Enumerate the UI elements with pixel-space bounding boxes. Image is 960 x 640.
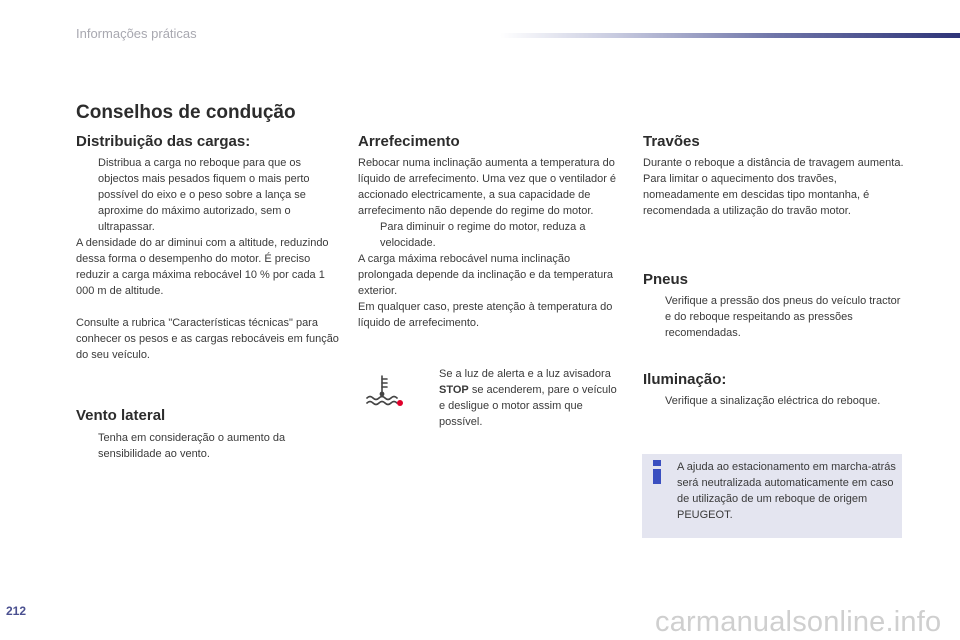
page-title: Conselhos de condução [76, 102, 296, 123]
header-gradient-bar [500, 33, 960, 38]
paragraph: Rebocar numa inclinação aumenta a temperatura do líquido de arrefecimento. Uma vez que o ventilador é accionado electricamente, a sua capacidade de arrefecimento não depende do regime do motor. [358, 157, 617, 217]
paragraph: Consulte a rubrica "Características técnicas" para conhecer os pesos e as cargas rebocáveis em função do seu veículo. [76, 317, 339, 361]
bullet-item [358, 219, 620, 251]
section-title-distribuicao: Distribuição das cargas: [76, 133, 251, 150]
section-distribuicao [76, 155, 340, 363]
warning-note [417, 366, 623, 430]
watermark: carmanualsonline.info [655, 606, 942, 638]
bullet-text: Distribua a carga no reboque para que os objectos mais pesados fiquem o mais perto possível do eixo e o peso sobre a lança se aproxime do máximo autorizado, sem o ultrapassar. [98, 157, 310, 233]
bullet-item [76, 430, 316, 462]
section-travoes [643, 155, 905, 219]
info-icon [650, 460, 664, 484]
page-number: 212 [6, 604, 27, 618]
paragraph: A densidade do ar diminui com a altitude, reduzindo dessa forma o desempenho do motor. É preciso reduzir a carga máxima rebocável 10 % por cada 1 000 m de altitude. [76, 237, 329, 297]
header-title: Informações práticas [76, 26, 197, 41]
bullet-text: Tenha em consideração o aumento da sensibilidade ao vento. [98, 432, 286, 460]
section-title-pneus: Pneus [643, 271, 689, 288]
paragraph: Em qualquer caso, preste atenção à temperatura do líquido de arrefecimento. [358, 301, 613, 329]
section-title-vento: Vento lateral [76, 407, 166, 424]
bullet-item [76, 155, 340, 235]
warning-text-after: se acenderem, pare o veículo e desligue o motor assim que possível. [439, 384, 617, 428]
section-title-arrefecimento: Arrefecimento [358, 133, 460, 150]
paragraph: A carga máxima rebocável numa inclinação prolongada depende da inclinação e da temperatura exterior. [358, 253, 614, 297]
section-title-iluminacao: Iluminação: [643, 371, 727, 388]
info-text: A ajuda ao estacionamento em marcha-atrás será neutralizada automaticamente em caso de utilização de um reboque de origem PEUGEOT. [677, 461, 896, 521]
bullet-text: Verifique a pressão dos pneus do veículo tractor e do reboque respeitando as pressões recomendadas. [665, 295, 901, 339]
section-vento [76, 430, 316, 462]
bullet-text: Verifique a sinalização eléctrica do reboque. [665, 395, 881, 407]
paragraph: Durante o reboque a distância de travagem aumenta. [643, 157, 904, 169]
bullet-item [643, 293, 905, 341]
warning-text-bold: STOP [439, 384, 469, 396]
bullet-text: Para diminuir o regime do motor, reduza a velocidade. [380, 221, 586, 249]
coolant-temperature-warning-icon [364, 373, 406, 409]
warning-text-before: Se a luz de alerta e a luz avisadora [439, 368, 611, 380]
bullet-item [643, 393, 883, 409]
bullet-item [417, 366, 623, 430]
section-iluminacao [643, 393, 883, 409]
section-arrefecimento [358, 155, 620, 331]
section-pneus [643, 293, 905, 341]
paragraph: Para limitar o aquecimento dos travões, nomeadamente em descidas tipo montanha, é recomendada a utilização do travão motor. [643, 173, 870, 217]
section-title-travoes: Travões [643, 133, 700, 150]
